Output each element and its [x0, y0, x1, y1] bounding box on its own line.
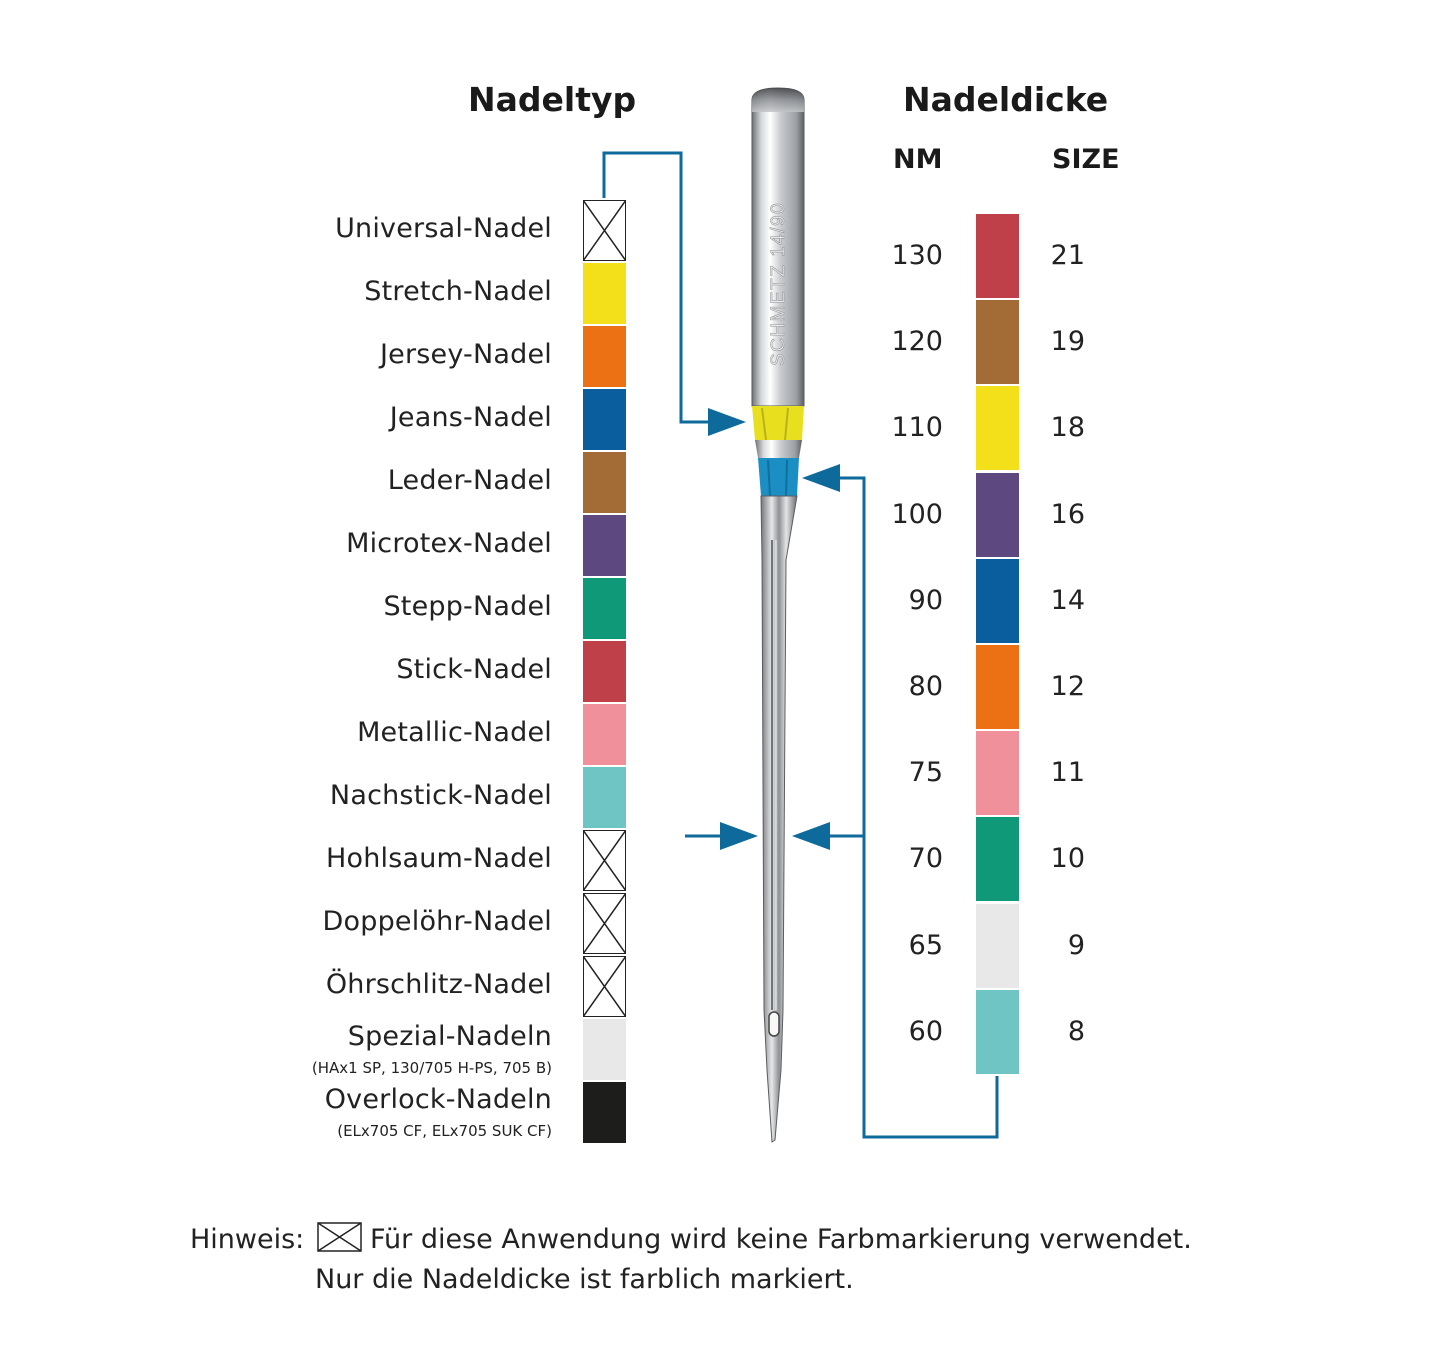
size-value: 18: [1050, 412, 1085, 444]
needle-type-label: Nachstick-Nadel: [329, 780, 552, 811]
needle-type-label: Overlock-Nadeln: [324, 1084, 552, 1115]
thickness-arrow-left-icon: [720, 822, 758, 850]
needle-type-sublabel: (ELx705 CF, ELx705 SUK CF): [337, 1122, 552, 1140]
size-value: 14: [1050, 584, 1085, 616]
needle-type-label: Doppelöhr-Nadel: [322, 906, 552, 937]
nm-value: 80: [908, 671, 943, 702]
needle-type-heading: Nadeltyp: [468, 80, 637, 119]
needle-type-connector: [604, 153, 716, 422]
needle-type-label: Jeans-Nadel: [389, 402, 552, 433]
needle-size-arrowhead: [802, 464, 840, 492]
size-value: 10: [1050, 843, 1085, 875]
needle-type-label: Stepp-Nadel: [383, 591, 552, 622]
thickness-arrow-right-icon: [792, 822, 830, 850]
size-value: 11: [1050, 757, 1085, 789]
needle-type-band: [752, 406, 804, 440]
nm-value: 75: [908, 757, 943, 789]
nm-value: 110: [891, 412, 943, 444]
needle-type-label: Stretch-Nadel: [364, 276, 552, 307]
needle-size-heading: Nadeldicke: [903, 80, 1109, 119]
needle-type-label: Hohlsaum-Nadel: [326, 843, 552, 874]
nm-value: 65: [908, 929, 943, 961]
size-value: 12: [1050, 671, 1085, 702]
needle-type-label: Metallic-Nadel: [357, 717, 552, 748]
needle-size-band: [758, 458, 799, 496]
needle-type-label: Spezial-Nadeln: [347, 1021, 552, 1052]
needle-type-label: Leder-Nadel: [387, 465, 552, 496]
size-value: 16: [1050, 498, 1085, 530]
nm-value: 130: [891, 240, 943, 271]
nm-value: 70: [908, 843, 943, 875]
needle-type-label: Universal-Nadel: [335, 213, 552, 244]
size-value: 9: [1067, 929, 1085, 961]
needle-type-label: Öhrschlitz-Nadel: [325, 969, 552, 1000]
needle-type-sublabel: (HAx1 SP, 130/705 H-PS, 705 B): [311, 1059, 552, 1077]
size-value: 19: [1050, 326, 1085, 358]
note-prefix: Hinweis:: [190, 1224, 305, 1255]
needle-size-connector: [826, 478, 997, 1137]
size-value: 21: [1050, 240, 1085, 271]
nm-value: 120: [891, 326, 943, 358]
note-line-1: Für diese Anwendung wird keine Farbmarkierung verwendet.: [370, 1224, 1192, 1255]
no-color-marking-icon: [318, 1223, 361, 1251]
size-value: 8: [1067, 1015, 1085, 1047]
needle-eye: [769, 1012, 779, 1036]
needle-type-arrowhead: [708, 408, 746, 436]
nm-value: 90: [908, 584, 943, 616]
note-line-2: Nur die Nadeldicke ist farblich markiert.: [315, 1264, 854, 1295]
needle-type-label: Jersey-Nadel: [380, 339, 552, 370]
size-heading: SIZE: [1052, 144, 1120, 175]
needle-type-label: Stick-Nadel: [396, 654, 552, 685]
nm-value: 60: [908, 1015, 943, 1047]
nm-heading: NM: [893, 144, 943, 175]
needle-blade: [761, 496, 797, 1142]
nm-value: 100: [891, 498, 943, 530]
needle-shank-text: SCHMETZ 14/90: [768, 201, 789, 366]
needle-type-label: Microtex-Nadel: [346, 528, 552, 559]
